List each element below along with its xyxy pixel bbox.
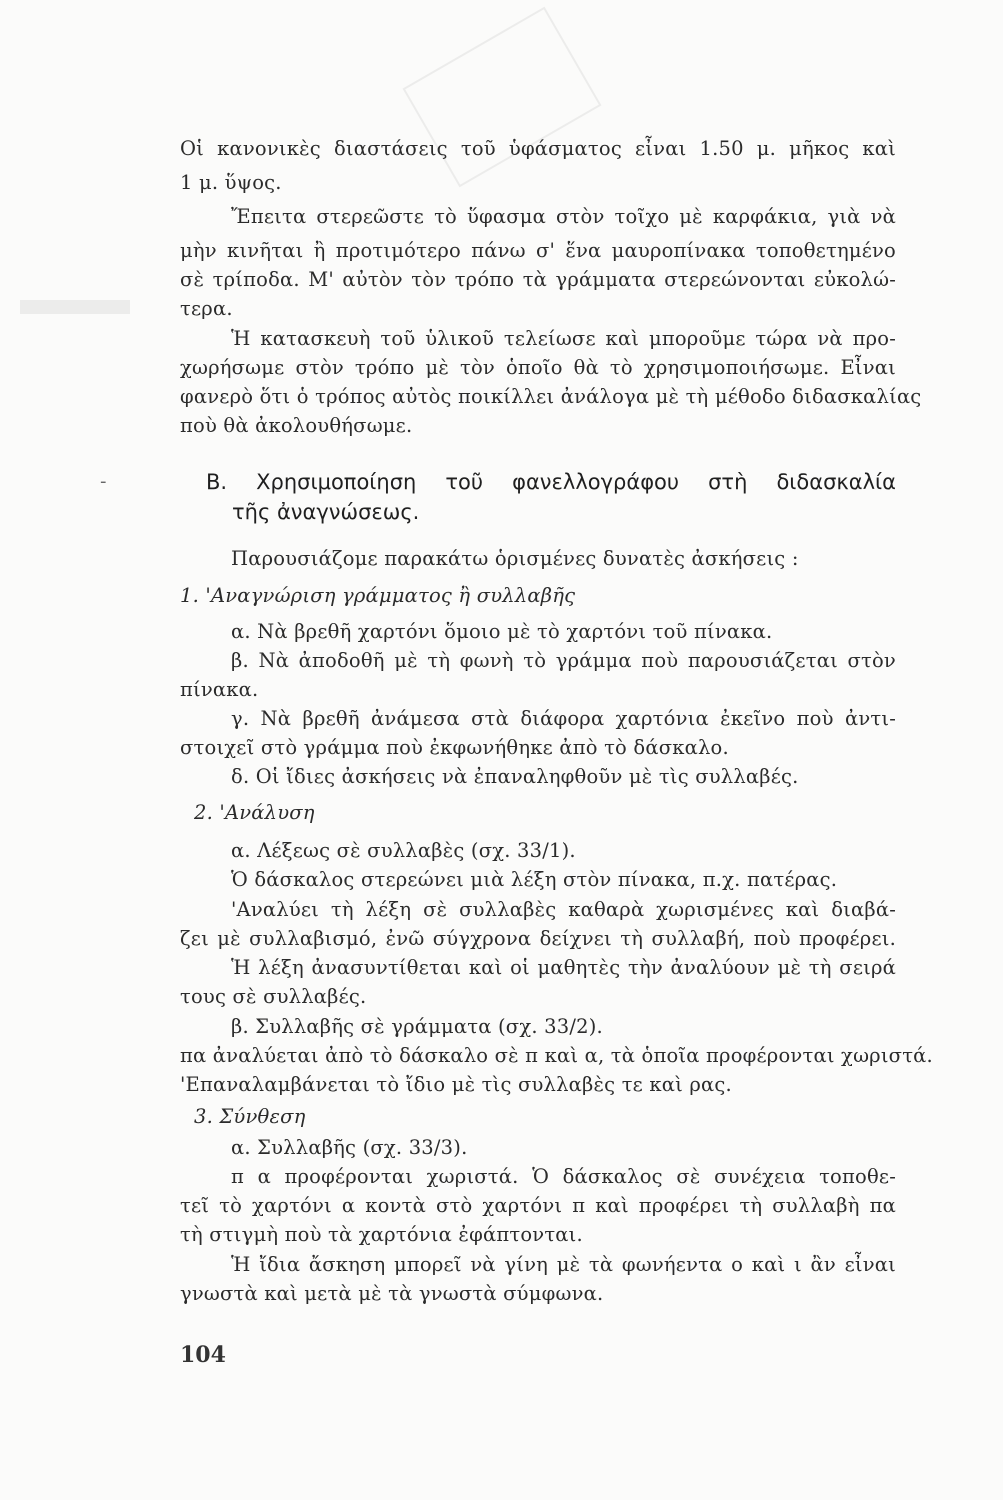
list-item: α. Συλλαβῆς (σχ. 33/3). [231, 1136, 468, 1159]
text-line: Ἡ λέξη ἀνασυντίθεται καὶ οἱ μαθητὲς τὴν ἀναλύουν μὲ τὴ σειρά [231, 956, 896, 979]
text-line: ζει μὲ συλλαβισμό, ἐνῶ σύγχρονα δείχνει τὴ συλλαβή, ποὺ προφέρει. [180, 927, 896, 950]
list-item: β. Νὰ ἀποδοθῆ μὲ τὴ φωνὴ τὸ γράμμα ποὺ παρουσιάζεται στὸν [231, 649, 896, 672]
text-line: 'Αναλύει τὴ λέξη σὲ συλλαβὲς καθαρὰ χωρισμένες καὶ διαβά- [231, 898, 896, 921]
subsection-title: 1. 'Αναγνώριση γράμματος ἢ συλλαβῆς [180, 584, 576, 607]
text-line: μὴν κινῆται ἢ προτιμότερο πάνω σ' ἕνα μαυροπίνακα τοποθετημένο [180, 239, 896, 262]
text-line: γνωστὰ καὶ μετὰ μὲ τὰ γνωστὰ σύμφωνα. [180, 1282, 604, 1305]
text-line: 'Επαναλαμβάνεται τὸ ἴδιο μὲ τὶς συλλαβὲς τε καὶ ρας. [180, 1073, 732, 1096]
list-item: δ. Οἱ ἴδιες ἀσκήσεις νὰ ἐπαναληφθοῦν μὲ τὶς συλλαβές. [231, 765, 799, 788]
text-line: ποὺ θὰ ἀκολουθήσωμε. [180, 414, 413, 437]
section-heading: Β. Χρησιμοποίηση τοῦ φανελλογράφου στὴ διδασκαλία [206, 470, 896, 494]
text-line: τερα. [180, 297, 233, 320]
section-heading-continued: τῆς ἀναγνώσεως. [232, 500, 420, 524]
text-line: πα ἀναλύεται ἀπὸ τὸ δάσκαλο σὲ π καὶ α, τὰ ὁποῖα προφέρονται χωριστά. [180, 1044, 933, 1067]
text-line: τους σὲ συλλαβές. [180, 985, 367, 1008]
text-line: τεῖ τὸ χαρτόνι α κοντὰ στὸ χαρτόνι π καὶ προφέρει τὴ συλλαβὴ πα [180, 1194, 896, 1217]
list-item: β. Συλλαβῆς σὲ γράμματα (σχ. 33/2). [231, 1015, 603, 1038]
page-number: 104 [180, 1342, 226, 1368]
text-line: χωρήσωμε στὸν τρόπο μὲ τὸν ὁποῖο θὰ τὸ χρησιμοποιήσωμε. Εἶναι [180, 356, 896, 379]
list-item: α. Λέξεως σὲ συλλαβὲς (σχ. 33/1). [231, 839, 576, 862]
subsection-title: 2. 'Ανάλυση [194, 801, 315, 824]
text-line: Ἡ ἴδια ἄσκηση μπορεῖ νὰ γίνη μὲ τὰ φωνήεντα ο καὶ ι ἂν εἶναι [231, 1253, 896, 1276]
text-line: π α προφέρονται χωριστά. Ὁ δάσκαλος σὲ συνέχεια τοποθε- [231, 1165, 896, 1188]
text-line: φανερὸ ὅτι ὁ τρόπος αὐτὸς ποικίλλει ἀνάλογα μὲ τὴ μέθοδο διδασκαλίας [180, 385, 922, 408]
text-line: Οἱ κανονικὲς διαστάσεις τοῦ ὑφάσματος εἶναι 1.50 μ. μῆκος καὶ [180, 137, 896, 160]
list-item: α. Νὰ βρεθῆ χαρτόνι ὅμοιο μὲ τὸ χαρτόνι τοῦ πίνακα. [231, 620, 773, 643]
text-line: πίνακα. [180, 678, 259, 701]
bleed-through-shape [20, 300, 130, 314]
text-line: Ὁ δάσκαλος στερεώνει μιὰ λέξη στὸν πίνακα, π.χ. πατέρας. [231, 868, 838, 891]
text-line: Ἔπειτα στερεῶστε τὸ ὕφασμα στὸν τοῖχο μὲ καρφάκια, γιὰ νὰ [231, 205, 896, 228]
text-line: στοιχεῖ στὸ γράμμα ποὺ ἐκφωνήθηκε ἀπὸ τὸ δάσκαλο. [180, 736, 729, 759]
text-line: Παρουσιάζομε παρακάτω ὁρισμένες δυνατὲς ἀσκήσεις : [231, 547, 799, 570]
subsection-title: 3. Σύνθεση [194, 1105, 306, 1128]
text-line: Ἡ κατασκευὴ τοῦ ὑλικοῦ τελείωσε καὶ μποροῦμε τώρα νὰ προ- [231, 327, 896, 350]
margin-mark: - [100, 471, 107, 492]
list-item: γ. Νὰ βρεθῆ ἀνάμεσα στὰ διάφορα χαρτόνια ἐκεῖνο ποὺ ἀντι- [231, 707, 896, 730]
text-line: σὲ τρίποδα. Μ' αὐτὸν τὸν τρόπο τὰ γράμματα στερεώνονται εὐκολώ- [180, 268, 896, 291]
text-line: 1 μ. ὕψος. [180, 171, 282, 194]
text-line: τὴ στιγμὴ ποὺ τὰ χαρτόνια ἐφάπτονται. [180, 1223, 583, 1246]
